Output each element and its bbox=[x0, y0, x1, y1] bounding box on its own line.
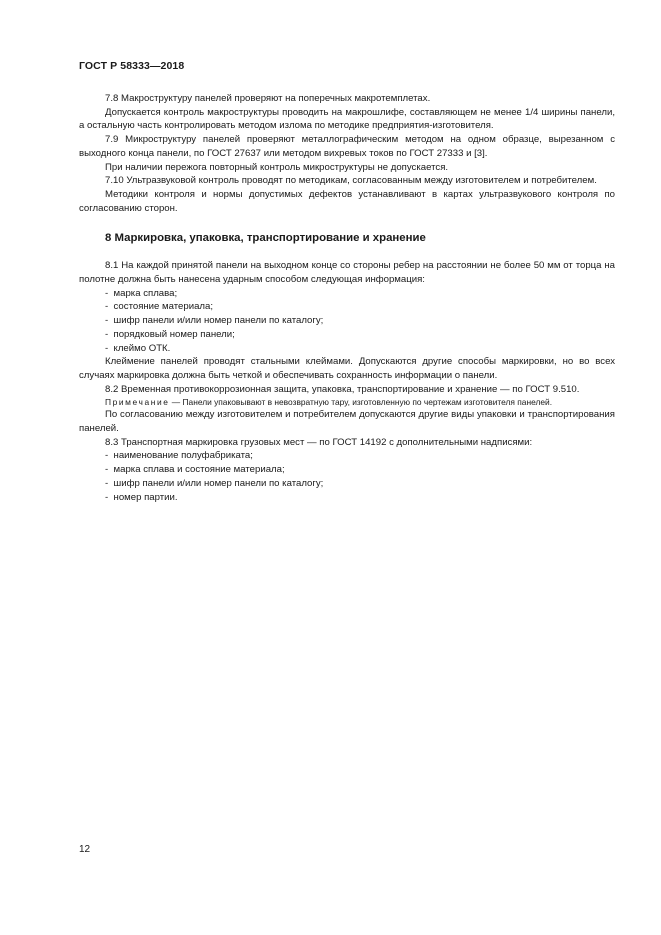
page-number: 12 bbox=[79, 844, 91, 855]
paragraph-7-8-cont: Допускается контроль макроструктуры проводить на макрошлифе, составляющем не менее 1/4 ширины панели, а остальную часть контролировать методом излома по методике предприятия-изготовителя. bbox=[79, 106, 615, 132]
note-label: Примечание bbox=[105, 397, 170, 408]
page-content bbox=[79, 92, 615, 504]
list-item: - марка сплава и состояние материала; bbox=[79, 463, 615, 477]
section-8-heading: 8 Маркировка, упаковка, транспортирование и хранение bbox=[105, 232, 426, 245]
document-code-header: ГОСТ Р 58333—2018 bbox=[79, 60, 185, 72]
paragraph-7-10: 7.10 Ультразвуковой контроль проводят по методикам, согласованным между изготовителем и потребителем. bbox=[105, 175, 597, 187]
list-item: - наименование полуфабриката; bbox=[79, 449, 615, 463]
marking-info-list bbox=[79, 287, 615, 356]
list-item: - клеймо ОТК. bbox=[79, 342, 615, 356]
note bbox=[79, 396, 615, 408]
paragraph-7-9-cont: При наличии пережога повторный контроль микроструктуры не допускается. bbox=[105, 161, 449, 173]
paragraph-8-1-cont: Клеймение панелей проводят стальными клеймами. Допускаются другие способы маркировки, но во всех случаях маркировка должна быть четкой и обеспечивать сохранность информации о панели. bbox=[79, 356, 615, 381]
paragraph-8-2: 8.2 Временная противокоррозионная защита, упаковка, транспортирование и хранение — по ГОСТ 9.510. bbox=[105, 383, 580, 395]
list-item: - порядковый номер панели; bbox=[79, 328, 615, 342]
paragraph-8-3: 8.3 Транспортная маркировка грузовых мест — по ГОСТ 14192 с дополнительными надписями: bbox=[105, 436, 533, 448]
list-item: - шифр панели и/или номер панели по каталогу; bbox=[79, 477, 615, 491]
paragraph-7-9: 7.9 Микроструктуру панелей проверяют металлографическим методом на одном образце, вырезанном с выходного конца панели, по ГОСТ 27637 или методом вихревых токов по ГОСТ 27333 и [3]. bbox=[79, 134, 615, 159]
list-item: - состояние материала; bbox=[79, 300, 615, 314]
paragraph-8-1: 8.1 На каждой принятой панели на выходном конце со стороны ребер на расстоянии не более 50 мм от торца на полотне должна быть нанесена ударным способом следующая информация: bbox=[79, 260, 615, 286]
paragraph-8-2-cont: По согласованию между изготовителем и потребителем допускаются другие виды упаковки и транспортирования панелей. bbox=[79, 409, 615, 435]
paragraph-7-10-cont: Методики контроля и нормы допустимых дефектов устанавливают в картах ультразвукового контроля по согласованию сторон. bbox=[79, 188, 615, 214]
list-item: - шифр панели и/или номер панели по каталогу; bbox=[79, 314, 615, 328]
note-text: — Панели упаковывают в невозвратную тару, изготовленную по чертежам изготовителя панелей. bbox=[169, 397, 553, 408]
list-item: - марка сплава; bbox=[79, 287, 615, 301]
transport-marking-list bbox=[79, 449, 615, 504]
list-item: - номер партии. bbox=[79, 491, 615, 505]
paragraph-7-8: 7.8 Макроструктуру панелей проверяют на поперечных макротемплетах. bbox=[105, 93, 431, 104]
